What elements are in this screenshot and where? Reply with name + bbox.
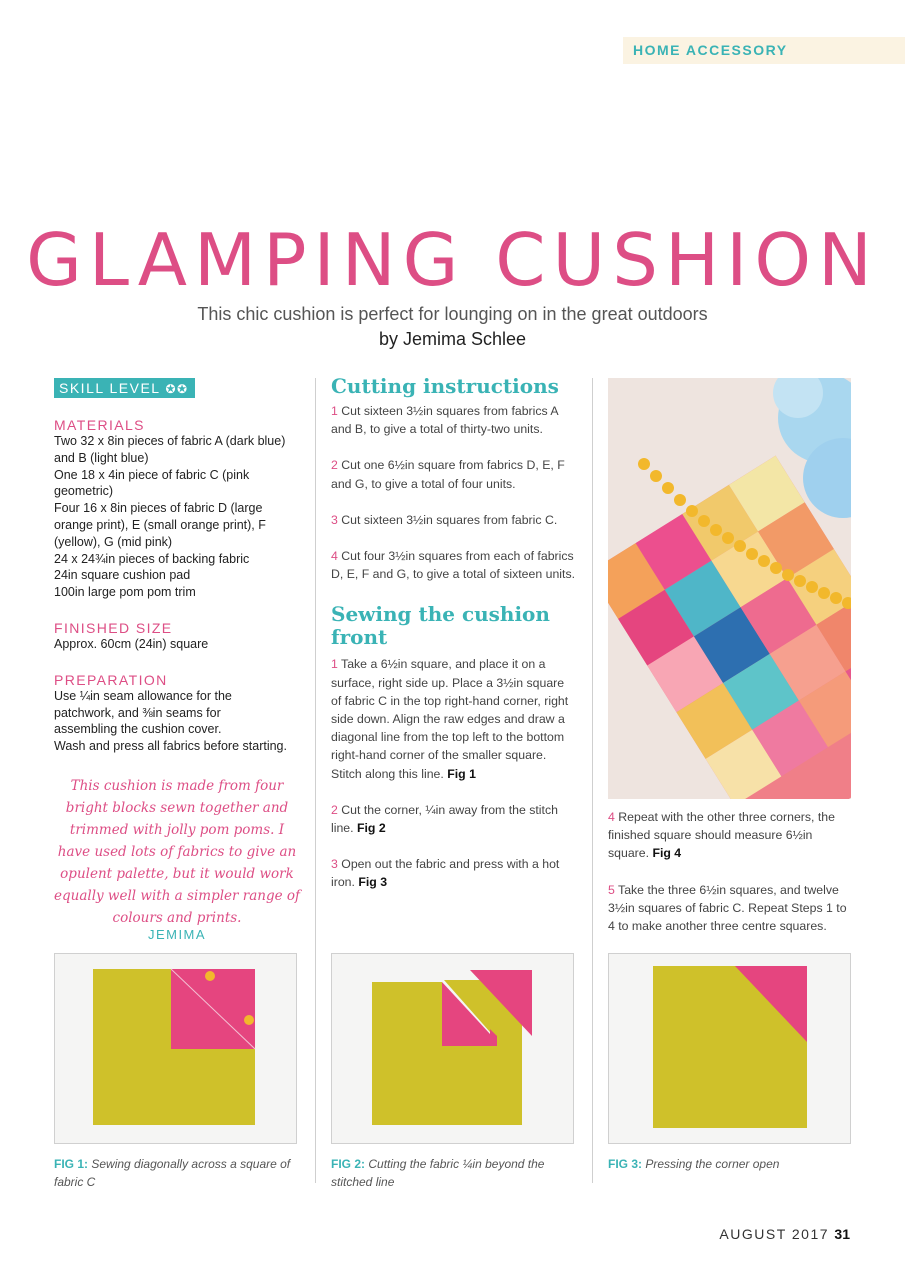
figure-label: FIG 1: bbox=[54, 1157, 89, 1171]
cushion-photo bbox=[608, 378, 851, 799]
cutting-step bbox=[331, 456, 577, 492]
sewing-heading-line: Sewing the cushion bbox=[331, 602, 550, 627]
figure-caption-text: Cutting the fabric ¼in beyond the stitched line bbox=[331, 1157, 545, 1189]
figure-1-image bbox=[55, 954, 297, 1144]
step-number: 5 bbox=[608, 882, 615, 897]
figure-caption-text: Sewing diagonally across a square of fabric C bbox=[54, 1157, 291, 1189]
fig-reference: Fig 1 bbox=[447, 766, 476, 781]
preparation-line: Wash and press all fabrics before starting. bbox=[54, 739, 287, 754]
step-number: 3 bbox=[331, 857, 338, 872]
quote-line: equally well with a simpler range of bbox=[54, 887, 301, 904]
materials-column bbox=[54, 378, 300, 942]
materials-line: Two 32 x 8in pieces of fabric A (dark blue) bbox=[54, 434, 286, 448]
quote-line: This cushion is made from four bbox=[70, 777, 284, 794]
step-text: Cut the corner, ¼in away from the stitch line. bbox=[331, 802, 558, 836]
step-text: Cut four 3½in squares from each of fabrics D, E, F and G, to give a total of sixteen units. bbox=[331, 549, 576, 582]
fig-reference: Fig 3 bbox=[358, 875, 388, 890]
figure-caption-text: Pressing the corner open bbox=[645, 1157, 780, 1171]
preparation-line: assembling the cushion cover. bbox=[54, 722, 222, 737]
photo-column bbox=[608, 378, 851, 935]
cutting-step bbox=[331, 402, 577, 438]
page-number: 31 bbox=[834, 1226, 850, 1242]
sewing-step bbox=[331, 801, 577, 837]
step-number: 2 bbox=[331, 802, 338, 817]
figure-1-caption bbox=[54, 1155, 297, 1191]
step-number: 1 bbox=[331, 657, 338, 672]
skill-level-badge bbox=[54, 378, 195, 398]
step-text: Cut one 6½in square from fabrics D, E, F and G, to give a total of four units. bbox=[331, 458, 565, 491]
figure-1 bbox=[54, 953, 297, 1144]
sewing-step bbox=[608, 808, 851, 863]
section-tag bbox=[623, 37, 905, 64]
figure-2 bbox=[331, 953, 574, 1144]
materials-line: 24in square cushion pad bbox=[54, 568, 191, 583]
preparation-text bbox=[54, 688, 300, 755]
materials-line: geometric) bbox=[54, 484, 114, 499]
figure-label: FIG 2: bbox=[331, 1157, 366, 1171]
step-number: 2 bbox=[331, 458, 338, 473]
step-text: Take the three 6½in squares, and twelve 3½in squares of fabric C. Repeat Steps 1 to 4 to make another three centre squares. bbox=[608, 882, 847, 934]
designer-quote bbox=[54, 775, 300, 929]
issue-date: AUGUST 2017 bbox=[719, 1226, 830, 1242]
step-number: 1 bbox=[331, 404, 338, 418]
preparation-line: patchwork, and ⅜in seams for bbox=[54, 705, 221, 720]
figure-label: FIG 3: bbox=[608, 1157, 643, 1171]
skill-level-label: SKILL LEVEL bbox=[59, 380, 161, 396]
cutting-heading: Cutting instructions bbox=[331, 374, 559, 398]
quote-line: trimmed with jolly pom poms. I bbox=[69, 821, 285, 838]
figure-2-image bbox=[332, 954, 574, 1144]
figure-3-caption bbox=[608, 1155, 851, 1173]
instructions-column bbox=[331, 375, 577, 892]
article-byline: by Jemima Schlee bbox=[378, 329, 527, 349]
step-text: Cut sixteen 3½in squares from fabric C. bbox=[341, 512, 558, 527]
figure-3 bbox=[608, 953, 851, 1144]
quote-line: opulent palette, but it would work bbox=[60, 865, 294, 882]
step-number: 3 bbox=[331, 512, 338, 527]
skill-stars-icon: ✪✪ bbox=[165, 382, 189, 396]
cushion-photo-image bbox=[608, 378, 851, 799]
preparation-heading: PREPARATION bbox=[54, 671, 168, 688]
finished-size-heading: FINISHED SIZE bbox=[54, 619, 173, 636]
materials-line: 100in large pom pom trim bbox=[54, 585, 196, 600]
preparation-line: Use ¼in seam allowance for the bbox=[54, 688, 232, 703]
photo-column-steps bbox=[608, 808, 851, 935]
figure-2-caption bbox=[331, 1155, 574, 1191]
step-text: Take a 6½in square, and place it on a surface, right side up. Place a 3½in square of fabric C in the top right-hand corner, right side down. Align the raw edges and draw a diagonal line from the top left to the bottom right-hand corner of the smaller square. Stitch along this line. bbox=[331, 657, 569, 781]
sewing-step bbox=[331, 655, 577, 782]
step-text: Open out the fabric and press with a hot iron. bbox=[331, 857, 560, 890]
sewing-step bbox=[331, 855, 577, 891]
quote-line: colours and prints. bbox=[112, 909, 242, 926]
materials-line: orange print), E (small orange print), F bbox=[54, 517, 266, 532]
materials-line: Four 16 x 8in pieces of fabric D (large bbox=[54, 501, 263, 516]
figure-3-image bbox=[609, 954, 851, 1144]
step-text: Repeat with the other three corners, the finished square should measure 6½in square. bbox=[608, 810, 835, 861]
fig-reference: Fig 4 bbox=[652, 846, 682, 861]
step-text: Cut sixteen 3½in squares from fabrics A and B, to give a total of thirty-two units. bbox=[331, 404, 558, 437]
sewing-heading bbox=[331, 603, 577, 649]
section-tag-label: HOME ACCESSORY bbox=[633, 42, 788, 58]
finished-size-text: Approx. 60cm (24in) square bbox=[54, 636, 209, 651]
cutting-step bbox=[331, 511, 577, 529]
sewing-step bbox=[608, 881, 851, 936]
step-number: 4 bbox=[331, 549, 338, 564]
quote-line: have used lots of fabrics to give an bbox=[57, 843, 297, 860]
step-number: 4 bbox=[608, 810, 615, 824]
article-subtitle: This chic cushion is perfect for lounging on in the great outdoors bbox=[197, 304, 708, 324]
materials-list bbox=[54, 433, 300, 601]
article-title: GLAMPING CUSHION bbox=[26, 218, 879, 302]
quote-author: JEMIMA bbox=[147, 926, 207, 942]
materials-line: (yellow), G (mid pink) bbox=[54, 534, 173, 549]
column-divider bbox=[315, 378, 316, 1183]
materials-heading: MATERIALS bbox=[54, 417, 145, 433]
fig-reference: Fig 2 bbox=[356, 821, 386, 836]
column-divider bbox=[592, 378, 593, 1183]
cutting-step bbox=[331, 547, 577, 583]
materials-line: 24 x 24¾in pieces of backing fabric bbox=[54, 551, 250, 566]
materials-line: One 18 x 4in piece of fabric C (pink bbox=[54, 467, 250, 482]
quote-line: bright blocks sewn together and bbox=[65, 799, 289, 816]
materials-line: and B (light blue) bbox=[54, 450, 149, 465]
page-folio bbox=[719, 1226, 850, 1242]
sewing-heading-line: front bbox=[331, 625, 388, 650]
